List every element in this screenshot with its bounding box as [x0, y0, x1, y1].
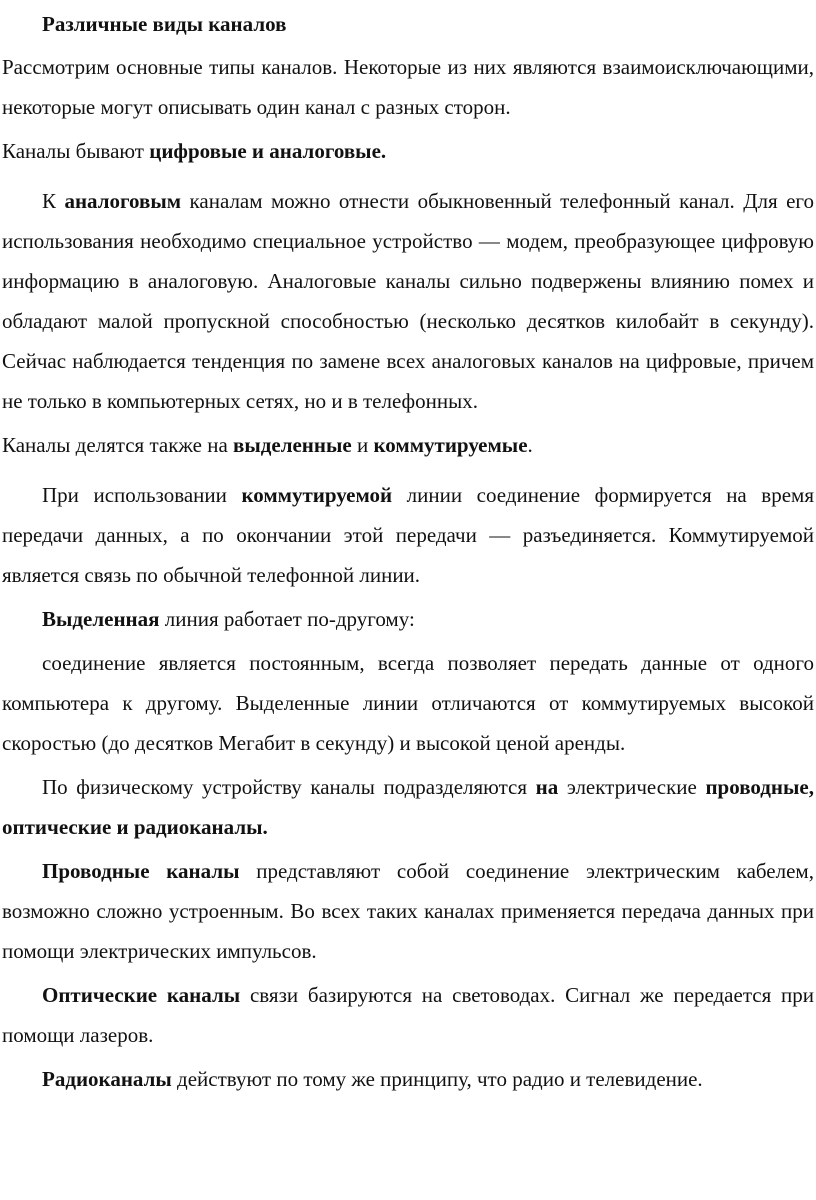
- text-segment: каналам можно отнести обыкновенный телефонный канал. Для его использования необходимо специальное устройство — модем, преобразующее цифровую информацию в аналоговую. Аналоговые каналы сильно подвержены влиянию помех и обладают малой пропускной способностью (несколько десятков килобайт в секунду). Сейчас наблюдается тенденция по замене всех аналоговых каналов на цифровые, причем не только в компьютерных сетях, но и в телефонных.: [2, 189, 815, 413]
- paragraph-intro: [2, 47, 814, 127]
- text-segment: линия работает по-другому:: [159, 607, 415, 631]
- paragraph-physical: [2, 767, 814, 847]
- text-segment: и: [351, 433, 374, 457]
- text-segment: Каналы бывают: [2, 139, 150, 163]
- bold-term-optical: Оптические каналы: [42, 983, 241, 1007]
- paragraph-digital-analog: [2, 131, 814, 171]
- bold-term-radio: Радиоканалы: [42, 1067, 172, 1091]
- bold-term-switched: коммутируемые: [373, 433, 528, 457]
- paragraph-dedicated-text: соединение является постоянным, всегда позволяет передать данные от одного компьютера к другому. Выделенные линии отличаются от коммутируемых высокой скоростью (до десятков Мегабит в секунду) и высокой ценой аренды.: [2, 651, 814, 755]
- text-segment: связи базируются на световодах. Сигнал же передается при помощи лазеров.: [2, 983, 814, 1047]
- text-segment: линии соединение формируется на время передачи данных, а по окончании этой передачи — разъединяется. Коммутируемой является связь по обычной телефонной линии.: [2, 483, 814, 587]
- text-segment: При использовании: [42, 483, 242, 507]
- text-segment: представляют собой соединение электрическим кабелем, возможно сложно устроенным. Во всех таких каналах применяется передача данных при помощи электрических импульсов.: [2, 859, 814, 963]
- paragraph-optical: [2, 975, 814, 1055]
- paragraph-intro-text: Рассмотрим основные типы каналов. Некоторые из них являются взаимоисключающими, некоторые могут описывать один канал с разных сторон.: [2, 55, 814, 119]
- paragraph-analog: [2, 181, 814, 421]
- text-segment: электрические: [558, 775, 706, 799]
- paragraph-dedicated-switched: [2, 425, 814, 465]
- bold-term-dedicated-line: Выделенная: [42, 607, 160, 631]
- text-segment: По физическому устройству каналы подразделяются: [42, 775, 536, 799]
- bold-term-on: на: [535, 775, 559, 799]
- text-segment: действуют по тому же принципу, что радио и телевидение.: [171, 1067, 703, 1091]
- paragraph-switched: [2, 475, 814, 595]
- text-segment: Каналы делятся также на: [2, 433, 234, 457]
- paragraph-radio: [2, 1059, 814, 1099]
- text-segment: К: [42, 189, 65, 213]
- text-segment: .: [527, 433, 533, 457]
- bold-term-wired: Проводные каналы: [42, 859, 240, 883]
- bold-term-channel-types: проводные, оптические и радиоканалы.: [2, 775, 814, 839]
- page-title: Различные виды каналов: [42, 12, 287, 36]
- bold-term-analog: аналоговым: [64, 189, 182, 213]
- paragraph-wired: [2, 851, 814, 971]
- bold-term-dedicated: выделенные: [233, 433, 352, 457]
- paragraph-dedicated-details: [2, 643, 814, 763]
- bold-term-digital-analog: цифровые и аналоговые.: [149, 139, 387, 163]
- paragraph-dedicated-intro: [2, 599, 814, 639]
- bold-term-switched-line: коммутируемой: [241, 483, 393, 507]
